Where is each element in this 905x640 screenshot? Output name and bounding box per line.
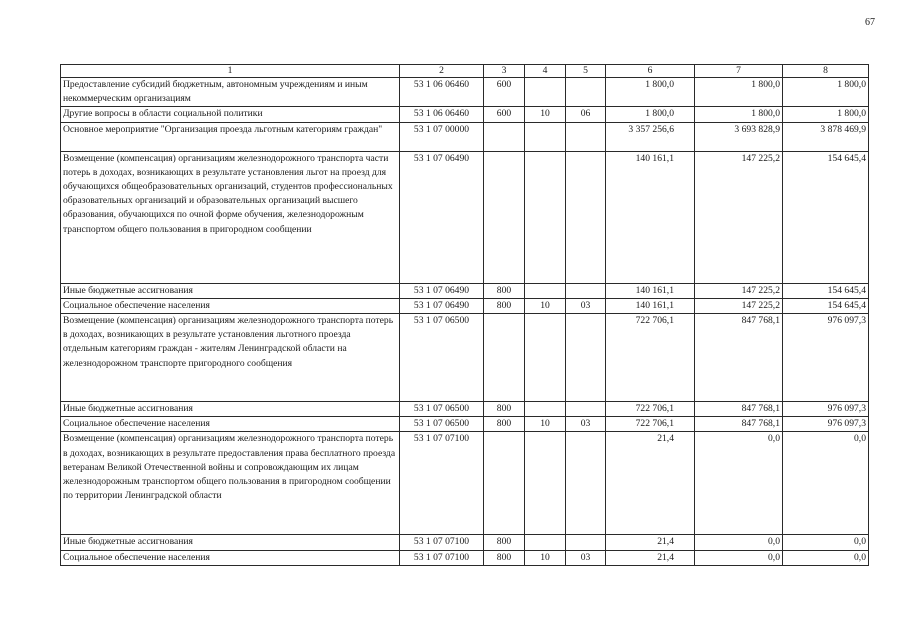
target-code: 53 1 07 07100 (400, 535, 484, 550)
table-row (61, 432, 869, 535)
target-code: 53 1 07 06490 (400, 283, 484, 298)
table-row (61, 151, 869, 283)
subsection: 03 (566, 550, 606, 565)
amount-col6: 722 706,1 (606, 402, 695, 417)
amount-col8: 154 645,4 (783, 298, 869, 313)
section (525, 151, 566, 283)
table-row (61, 402, 869, 417)
amount-col8: 0,0 (783, 550, 869, 565)
row-name: Возмещение (компенсация) организациям железнодорожного транспорта части потерь в доходах, возникающих в результате установления льгот на проезд для обучающихся общеобразовательных организаций, студентов профессиональных образовательных организаций и образовательных организаций высшего образования, обучающихся по очной форме обучения, железнодорожным транспортом общего пользования в пригородном сообщении (61, 151, 400, 283)
column-header: 8 (783, 65, 869, 78)
row-name: Иные бюджетные ассигнования (61, 535, 400, 550)
section (525, 283, 566, 298)
amount-col7: 847 768,1 (695, 417, 783, 432)
column-header: 2 (400, 65, 484, 78)
table-row (61, 417, 869, 432)
amount-col6: 21,4 (606, 550, 695, 565)
expense-type: 800 (484, 417, 525, 432)
amount-col6: 140 161,1 (606, 283, 695, 298)
amount-col8: 3 878 469,9 (783, 122, 869, 151)
row-name: Возмещение (компенсация) организациям железнодорожного транспорта потерь в доходах, возникающих в результате установления льготного проезда отдельным категориям граждан - жителям Ленинградской области на железнодорожном транспорте пригородного сообщения (61, 314, 400, 402)
amount-col8: 0,0 (783, 535, 869, 550)
subsection (566, 535, 606, 550)
subsection (566, 78, 606, 107)
section (525, 314, 566, 402)
column-header: 3 (484, 65, 525, 78)
table-row (61, 122, 869, 151)
amount-col7: 147 225,2 (695, 298, 783, 313)
target-code: 53 1 07 06490 (400, 151, 484, 283)
section (525, 122, 566, 151)
amount-col8: 1 800,0 (783, 78, 869, 107)
expense-type (484, 122, 525, 151)
amount-col7: 147 225,2 (695, 283, 783, 298)
budget-table (60, 64, 869, 566)
amount-col8: 976 097,3 (783, 314, 869, 402)
amount-col7: 0,0 (695, 432, 783, 535)
amount-col6: 3 357 256,6 (606, 122, 695, 151)
expense-type: 800 (484, 402, 525, 417)
amount-col8: 976 097,3 (783, 402, 869, 417)
section: 10 (525, 550, 566, 565)
expense-type (484, 314, 525, 402)
section (525, 78, 566, 107)
amount-col6: 21,4 (606, 535, 695, 550)
table-row (61, 298, 869, 313)
section (525, 402, 566, 417)
row-name: Другие вопросы в области социальной политики (61, 107, 400, 122)
target-code: 53 1 07 06490 (400, 298, 484, 313)
section (525, 432, 566, 535)
target-code: 53 1 07 00000 (400, 122, 484, 151)
amount-col6: 722 706,1 (606, 314, 695, 402)
amount-col7: 847 768,1 (695, 314, 783, 402)
amount-col6: 140 161,1 (606, 298, 695, 313)
row-name: Возмещение (компенсация) организациям железнодорожного транспорта потерь в доходах, возникающих в результате предоставления права бесплатного проезда ветеранам Великой Отечественной войны и сопровождающим их лицам железнодорожным транспортом общего пользования в пригородном сообщении по территории Ленинградской области (61, 432, 400, 535)
subsection (566, 402, 606, 417)
section: 10 (525, 298, 566, 313)
subsection: 06 (566, 107, 606, 122)
table-row (61, 107, 869, 122)
target-code: 53 1 07 07100 (400, 432, 484, 535)
expense-type: 800 (484, 550, 525, 565)
target-code: 53 1 07 06500 (400, 417, 484, 432)
amount-col6: 140 161,1 (606, 151, 695, 283)
column-header: 1 (61, 65, 400, 78)
amount-col7: 0,0 (695, 535, 783, 550)
amount-col8: 976 097,3 (783, 417, 869, 432)
row-name: Социальное обеспечение населения (61, 550, 400, 565)
amount-col8: 154 645,4 (783, 283, 869, 298)
amount-col8: 1 800,0 (783, 107, 869, 122)
table-row (61, 314, 869, 402)
row-name: Предоставление субсидий бюджетным, автономным учреждениям и иным некоммерческим организациям (61, 78, 400, 107)
amount-col8: 0,0 (783, 432, 869, 535)
column-header: 4 (525, 65, 566, 78)
subsection: 03 (566, 417, 606, 432)
column-header: 5 (566, 65, 606, 78)
expense-type: 800 (484, 535, 525, 550)
row-name: Социальное обеспечение населения (61, 298, 400, 313)
amount-col6: 722 706,1 (606, 417, 695, 432)
amount-col6: 21,4 (606, 432, 695, 535)
amount-col7: 3 693 828,9 (695, 122, 783, 151)
column-header: 7 (695, 65, 783, 78)
target-code: 53 1 06 06460 (400, 107, 484, 122)
expense-type (484, 432, 525, 535)
table-row (61, 283, 869, 298)
expense-type: 800 (484, 283, 525, 298)
subsection (566, 151, 606, 283)
subsection (566, 314, 606, 402)
row-name: Иные бюджетные ассигнования (61, 402, 400, 417)
amount-col7: 0,0 (695, 550, 783, 565)
amount-col6: 1 800,0 (606, 78, 695, 107)
target-code: 53 1 06 06460 (400, 78, 484, 107)
expense-type (484, 151, 525, 283)
amount-col7: 1 800,0 (695, 78, 783, 107)
amount-col6: 1 800,0 (606, 107, 695, 122)
amount-col8: 154 645,4 (783, 151, 869, 283)
row-name: Иные бюджетные ассигнования (61, 283, 400, 298)
section (525, 535, 566, 550)
table-row (61, 550, 869, 565)
column-header: 6 (606, 65, 695, 78)
section: 10 (525, 417, 566, 432)
target-code: 53 1 07 06500 (400, 314, 484, 402)
table-row (61, 78, 869, 107)
expense-type: 600 (484, 78, 525, 107)
section: 10 (525, 107, 566, 122)
row-name: Социальное обеспечение населения (61, 417, 400, 432)
amount-col7: 1 800,0 (695, 107, 783, 122)
expense-type: 800 (484, 298, 525, 313)
column-number-row (61, 65, 869, 78)
target-code: 53 1 07 06500 (400, 402, 484, 417)
expense-type: 600 (484, 107, 525, 122)
amount-col7: 847 768,1 (695, 402, 783, 417)
row-name: Основное мероприятие "Организация проезда льготным категориям граждан" (61, 122, 400, 151)
subsection: 03 (566, 298, 606, 313)
amount-col7: 147 225,2 (695, 151, 783, 283)
page-number: 67 (865, 17, 875, 28)
subsection (566, 283, 606, 298)
subsection (566, 432, 606, 535)
target-code: 53 1 07 07100 (400, 550, 484, 565)
subsection (566, 122, 606, 151)
table-row (61, 535, 869, 550)
